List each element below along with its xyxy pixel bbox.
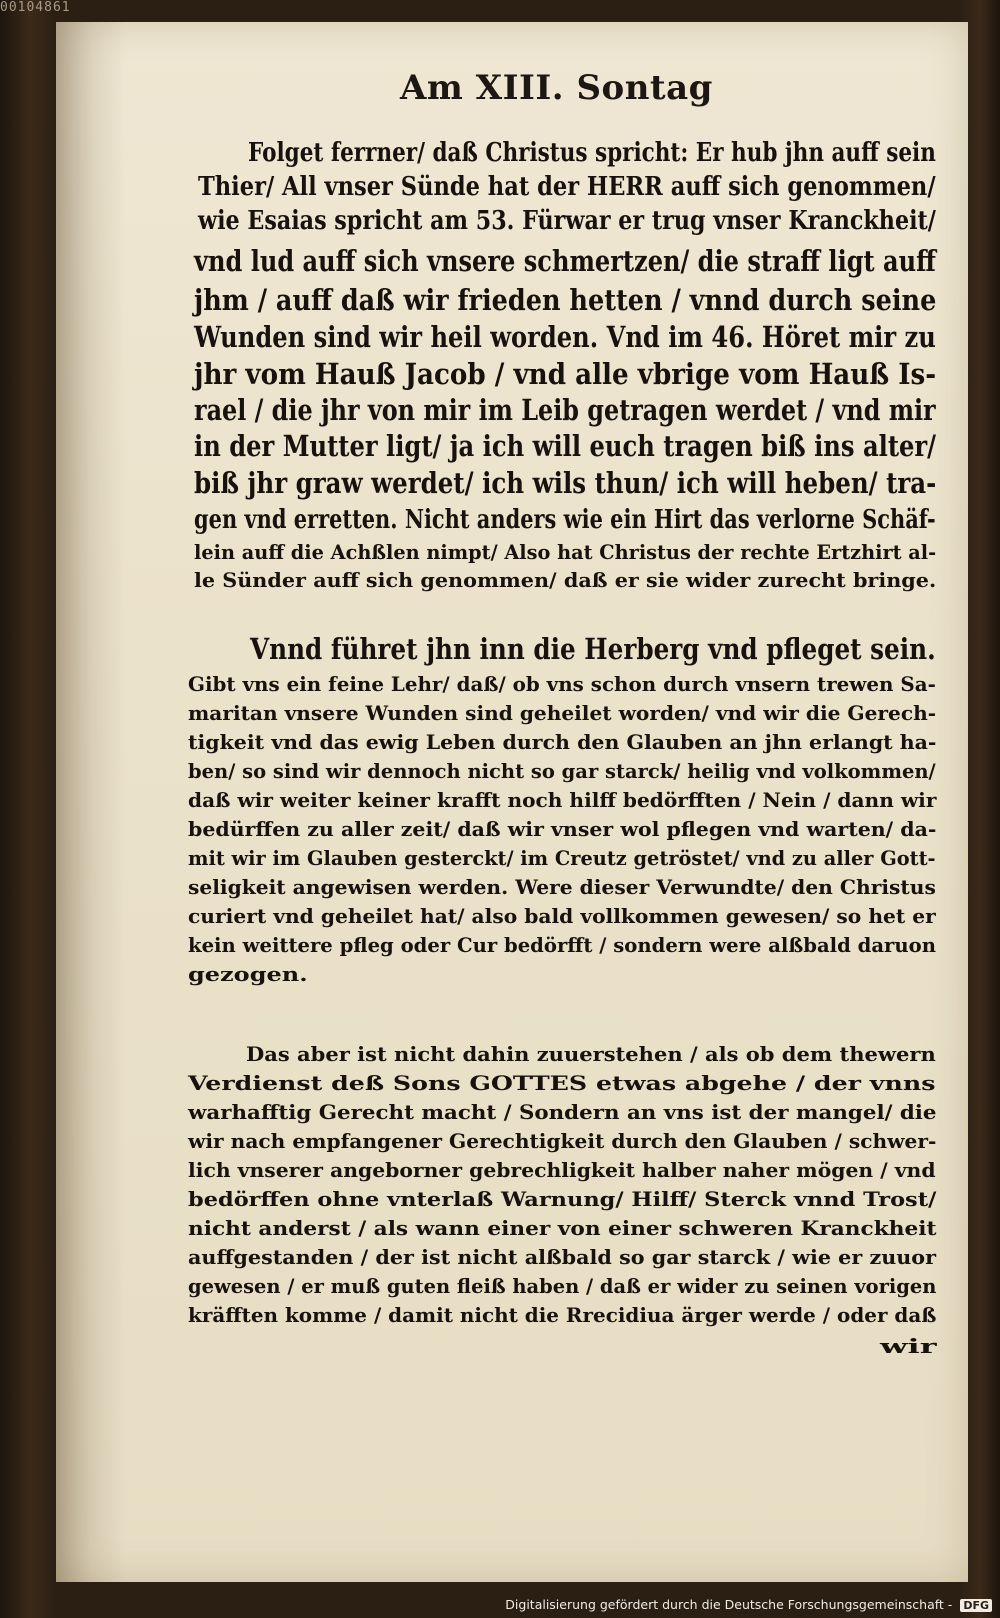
text-line: nicht anderst / als wann einer von einer schweren Kranckheit (188, 1216, 937, 1240)
footer-text: Digitalisierung gefördert durch die Deutsche Forschungsgemeinschaft - (505, 1597, 953, 1612)
text-line: seligkeit angewisen werden. Were dieser Verwundte/ den Christus (188, 875, 936, 899)
catchword: wir (880, 1334, 937, 1358)
text-line: jhr vom Hauß Jacob / vnd alle vbrige vom Hauß Is- (194, 357, 937, 391)
section-heading: Vnnd führet jhn inn die Herberg vnd pfleget sein. (250, 632, 936, 666)
page-spine-shadow (56, 22, 126, 1582)
text-line: Das aber ist nicht dahin zuuerstehen / als ob dem thewern (246, 1042, 936, 1066)
text-line: mit wir im Glauben gesterckt/ im Creutz getröstet/ vnd zu aller Gott- (188, 846, 936, 870)
text-line: le Sünder auff sich genommen/ daß er sie wider zurecht bringe. (194, 568, 937, 592)
text-line: gezogen. (188, 962, 308, 986)
text-line: maritan vnsere Wunden sind geheilet worden/ vnd wir die Gerech- (188, 701, 937, 725)
footer-credit (505, 1597, 992, 1612)
text-line: daß wir weiter keiner krafft noch hilff bedörfften / Nein / dann wir (188, 788, 937, 812)
text-line: gen vnd erretten. Nicht anders wie ein Hirt das verlorne Schäf- (194, 505, 936, 535)
running-head: Am XIII. Sontag (400, 68, 713, 108)
text-line: kein weittere pfleg oder Cur bedörfft / sondern were alßbald daruon (188, 933, 936, 957)
text-line: wir nach empfangener Gerechtigkeit durch den Glauben / schwer- (188, 1129, 937, 1153)
text-line: gewesen / er muß guten fleiß haben / daß er wider zu seinen vorigen (188, 1274, 937, 1298)
text-line: Folget ferrner/ daß Christus spricht: Er hub jhn auff sein (248, 138, 936, 168)
text-line: curiert vnd geheilet hat/ also bald vollkommen gewesen/ so het er (188, 904, 936, 928)
scan-id-label: 00104861 (0, 0, 71, 15)
text-line: vnd lud auff sich vnsere schmertzen/ die straff ligt auff (194, 244, 936, 278)
text-line: in der Mutter ligt/ ja ich will euch tragen biß ins alter/ (194, 429, 937, 463)
text-line: warhafftig Gerecht macht / Sondern an vns ist der mangel/ die (188, 1100, 937, 1124)
text-line: Verdienst deß Sons GOTTES etwas abgehe / der vnns (188, 1071, 936, 1095)
text-line: ben/ so sind wir dennoch nicht so gar starck/ heilig vnd volkommen/ (188, 759, 936, 783)
text-line: bedürffen zu aller zeit/ daß wir vnser wol pflegen vnd warten/ da- (188, 817, 937, 841)
text-line: Gibt vns ein feine Lehr/ daß/ ob vns schon durch vnsern trewen Sa- (188, 672, 936, 696)
text-line: Thier/ All vnser Sünde hat der HERR auff sich genommen/ (198, 172, 936, 202)
text-line: lein auff die Achßlen nimpt/ Also hat Christus der rechte Ertzhirt al- (194, 540, 937, 564)
dfg-logo: DFG (960, 1599, 992, 1612)
text-line: kräfften komme / damit nicht die Rrecidiua ärger werde / oder daß (188, 1303, 937, 1327)
text-line: bedörffen ohne vnterlaß Warnung/ Hilff/ Sterck vnnd Trost/ (188, 1187, 937, 1211)
text-line: auffgestanden / der ist nicht alßbald so gar starck / wie er zuuor (188, 1245, 936, 1269)
text-line: biß jhr graw werdet/ ich wils thun/ ich will heben/ tra- (194, 466, 937, 500)
text-line: wie Esaias spricht am 53. Fürwar er trug vnser Kranckheit/ (198, 206, 936, 236)
text-line: Wunden sind wir heil worden. Vnd im 46. Höret mir zu (194, 320, 936, 354)
text-line: lich vnserer angeborner gebrechligkeit halber naher mögen / vnd (188, 1158, 936, 1182)
text-line: rael / die jhr von mir im Leib getragen werdet / vnd mir (194, 393, 936, 427)
text-line: tigkeit vnd das ewig Leben durch den Glauben an jhn erlangt ha- (188, 730, 937, 754)
text-line: jhm / auff daß wir frieden hetten / vnnd durch seine (194, 283, 937, 317)
